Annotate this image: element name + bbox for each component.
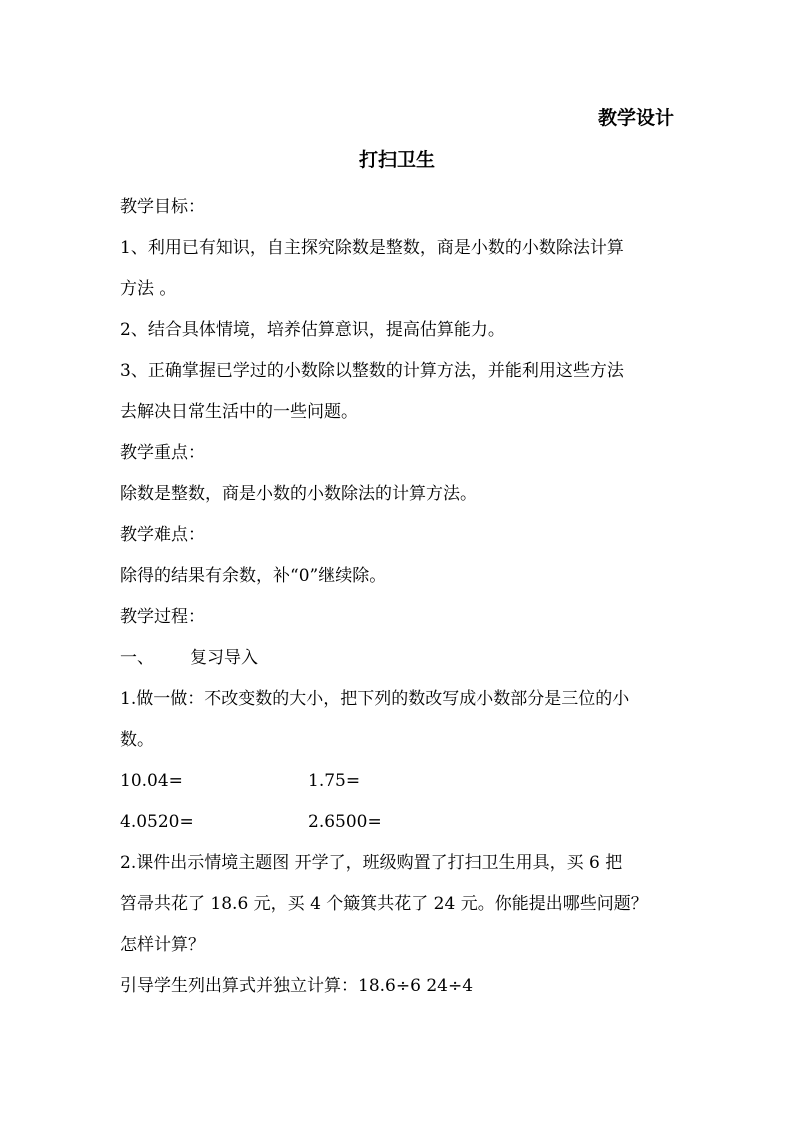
exercise-item: 1.75= <box>308 771 361 791</box>
paragraph-line: 1.做一做：不改变数的大小，把下列的数改写成小数部分是三位的小 <box>120 689 630 709</box>
paragraph-line: 2.课件出示情境主题图 开学了，班级购置了打扫卫生用具，买 6 把 <box>120 853 623 873</box>
paragraph-line: 方法 。 <box>120 279 177 299</box>
paragraph-line: 3、正确掌握已学过的小数除以整数的计算方法，并能利用这些方法 <box>120 361 624 381</box>
header-label: 教学设计 <box>597 107 674 129</box>
exercise-row <box>120 802 680 843</box>
document-title: 打扫卫生 <box>358 149 435 171</box>
paragraph-line: 除数是整数，商是小数的小数除法的计算方法。 <box>120 484 477 504</box>
paragraph-line: 2、结合具体情境，培养估算意识，提高估算能力。 <box>120 320 505 340</box>
paragraph-line: 数。 <box>120 730 154 750</box>
section-heading-difficulties: 教学难点： <box>120 525 205 545</box>
subsection-number: 一、 <box>120 648 154 668</box>
exercise-row <box>120 761 680 802</box>
exercise-item: 2.6500= <box>308 812 382 832</box>
paragraph-line: 1、利用已有知识，自主探究除数是整数，商是小数的小数除法计算 <box>120 238 624 258</box>
paragraph-line: 笤帚共花了 18.6 元，买 4 个簸箕共花了 24 元。你能提出哪些问题？ <box>120 894 648 914</box>
exercise-item: 10.04= <box>120 771 183 791</box>
paragraph-line: 除得的结果有余数，补“0”继续除。 <box>120 566 387 586</box>
section-heading-objectives: 教学目标： <box>120 197 205 217</box>
section-heading-key-points: 教学重点： <box>120 443 205 463</box>
subsection-heading <box>120 638 680 679</box>
paragraph-line: 引导学生列出算式并独立计算：18.6÷6 24÷4 <box>120 976 474 996</box>
paragraph-line: 怎样计算？ <box>120 935 205 955</box>
subsection-label: 复习导入 <box>190 648 258 668</box>
exercise-item: 4.0520= <box>120 812 194 832</box>
paragraph-line: 去解决日常生活中的一些问题。 <box>120 402 358 422</box>
document-body <box>120 187 680 1007</box>
section-heading-process: 教学过程： <box>120 607 205 627</box>
